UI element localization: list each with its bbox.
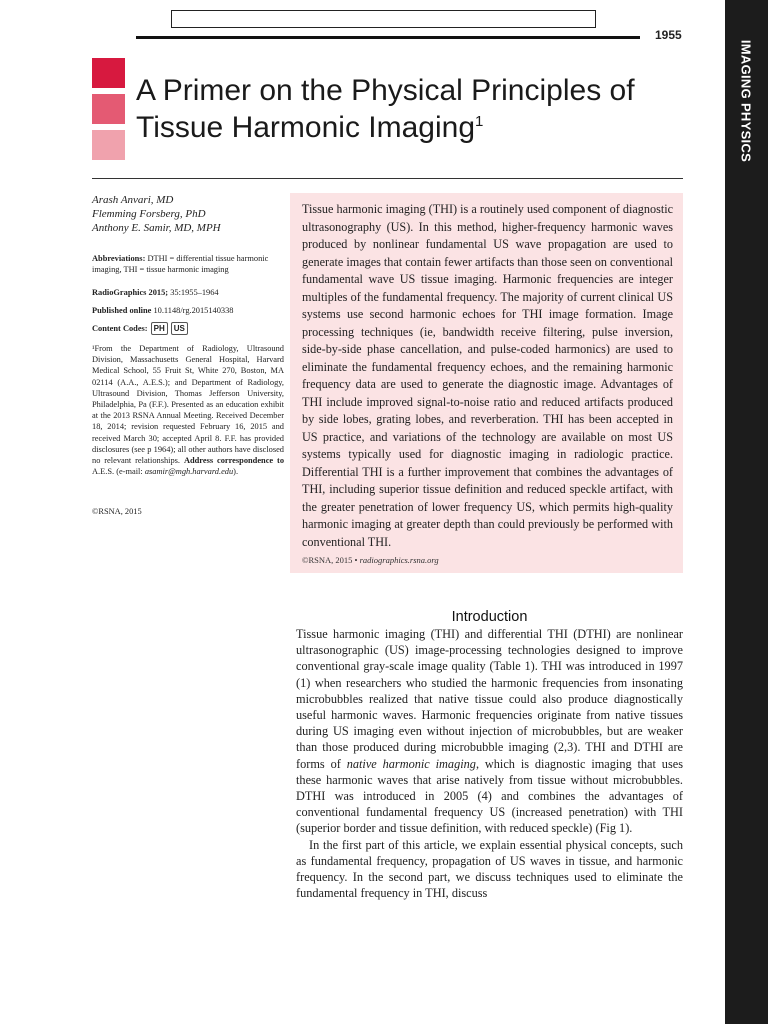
doi-link[interactable]: 10.1148/rg.2015140338 xyxy=(153,306,234,315)
published-online xyxy=(92,305,284,316)
content-codes xyxy=(92,322,284,335)
accent-square-1 xyxy=(92,58,125,88)
citation-pages: 35:1955–1964 xyxy=(170,288,219,297)
affiliation-footnote xyxy=(92,343,284,477)
paragraph-text: , which is diagnostic imaging that uses these harmonic waves that arise natively from tissue without microbubbles. DTHI was introduced in 2005 (4) and combines the advantages of conventional fundamental frequency US (increased penetration) with THI (superior border and tissue definition, with reduced speckle) (Fig 1). xyxy=(296,756,683,836)
accent-square-3 xyxy=(92,130,125,160)
content-code-badge: US xyxy=(171,322,188,335)
author-list xyxy=(92,193,287,235)
journal-citation xyxy=(92,287,284,298)
abstract-box xyxy=(290,193,683,573)
header-box xyxy=(171,10,596,28)
intro-paragraph-1 xyxy=(296,626,683,837)
email-suffix: ). xyxy=(233,467,239,477)
author-name: Arash Anvari, MD xyxy=(92,194,174,206)
paragraph-text: Tissue harmonic imaging (THI) and differential THI (DTHI) are nonlinear ultrasonographic (US) image-processing technologies designed to improve conventional gray-scale image quality (Table 1). THI was introduced in 1997 (1) when researchers who studied the harmonic frequencies from insonating microbubbles realized that native tissue could also produce diagnostically useful harmonic waves. Harmonic frequencies originate from native tissues during US imaging even without injection of microbubbles, but are weaker than those produced during microbubble imaging (2,3). THI and DTHI are forms of xyxy=(296,627,683,771)
header-rule xyxy=(136,36,640,39)
page-number: 1955 xyxy=(655,28,682,42)
abbreviations-text: DTHI = differential tissue harmonic imaging, THI = tissue harmonic imaging xyxy=(92,254,269,275)
abstract-text: Tissue harmonic imaging (THI) is a routinely used component of diagnostic ultrasonography (US). In this method, higher-frequency harmonic waves produced by nonlinear fundamental US wave propagation are used to generate images that contain fewer artifacts than those seen on conventional fundamental wave US tissue imaging. Harmonic frequencies are integer multiples of the fundamental frequency. The majority of current clinical US systems use second harmonic echoes for THI image formation. Image processing techniques (ie, bandwidth receive filtering, pulse inversion, side-by-side phase cancellation, and pulse-coded harmonics) are used to eliminate the fundamental frequency echoes, and the remaining harmonic frequency data are used to generate the diagnostic image. Advantages of THI include improved signal-to-noise ratio and reduced artifacts produced by side lobes, grating lobes, and reverberation. THI has been accepted in US practice, and variations of the technology are available on most US systems typically used for diagnostic imaging in radiologic practice. Differential THI is a further improvement that combines the advantages of THI, including superior tissue definition and reduced speckle artifact, with the greater penetration of lower frequency US, which permits high-quality harmonic imaging at greater depth than could previously be performed with conventional THI. xyxy=(302,202,673,549)
emphasized-term: native harmonic imaging xyxy=(346,756,476,771)
journal-website-link[interactable]: radiographics.rsna.org xyxy=(359,555,439,565)
author-name: Flemming Forsberg, PhD xyxy=(92,208,206,220)
abbreviations xyxy=(92,253,284,275)
content-codes-label: Content Codes: xyxy=(92,323,148,333)
content-code-badge: PH xyxy=(151,322,168,335)
article-title xyxy=(136,72,716,146)
journal-label: RadioGraphics 2015; xyxy=(92,288,169,297)
section-label: IMAGING PHYSICS xyxy=(738,39,754,163)
introduction-heading: Introduction xyxy=(451,609,528,625)
accent-square-2 xyxy=(92,94,125,124)
title-footnote-marker: 1 xyxy=(475,113,484,130)
abstract-footer xyxy=(302,555,439,565)
intro-paragraph-2: In the first part of this article, we explain essential physical concepts, such as fundamental frequency, propagation of US waves in tissue, and harmonic frequency. In the second part, we discuss techniques used to eliminate the fundamental frequency in THI, discuss xyxy=(296,837,683,901)
abbreviations-label: Abbreviations: xyxy=(92,254,146,263)
copyright-notice: ©RSNA, 2015 xyxy=(92,507,142,516)
author-name: Anthony E. Samir, MD, MPH xyxy=(92,222,221,234)
article-title-text: A Primer on the Physical Principles of Tissue Harmonic Imaging xyxy=(136,74,635,144)
correspondence-label: Address correspondence to xyxy=(183,456,285,466)
published-label: Published online xyxy=(92,306,152,315)
abstract-copyright: ©RSNA, 2015 • xyxy=(302,555,358,565)
correspondence-name: A.E.S. xyxy=(92,467,115,477)
introduction-body xyxy=(296,626,683,901)
email-prefix: (e-mail: xyxy=(116,467,143,477)
affiliation-text: ¹From the Department of Radiology, Ultrasound Division, Massachusetts General Hospital, Harvard Medical School, 55 Fruit St, White 270, Boston, MA 02114 (A.A., A.E.S.); and Department of Radiology, Ultrasound Division, Thomas Jefferson University, Philadelphia, Pa (F.F.). Presented as an education exhibit at the 2013 RSNA Annual Meeting. Received December 18, 2014; revision requested February 16, 2015 and received March 30; accepted April 8. F.F. has provided disclosures (see p 1964); all other authors have disclosed no relevant relationships. xyxy=(92,344,284,466)
title-rule xyxy=(92,178,683,179)
correspondence-email[interactable]: asamir@mgh.harvard.edu xyxy=(144,467,234,477)
